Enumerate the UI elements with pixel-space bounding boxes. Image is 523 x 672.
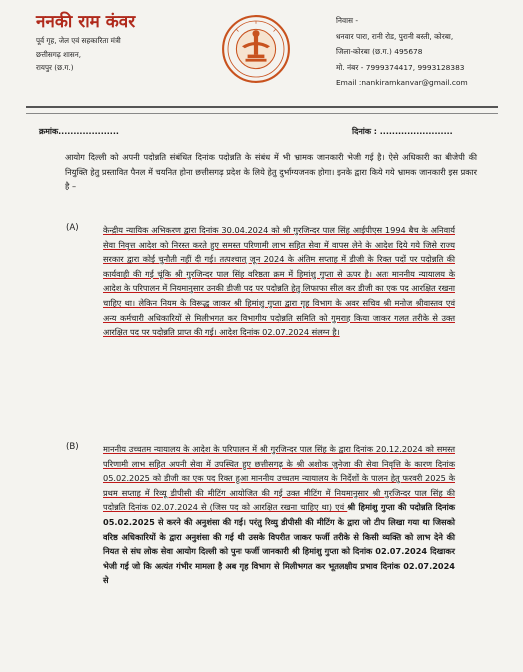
letterhead-right [336, 13, 516, 91]
emblem-seal-icon [221, 14, 291, 84]
designation-line: रायपुर (छ.ग.) [36, 63, 74, 72]
address-line: धनवार पारा, रानी रोड, पुरानी बस्ती, कोरबा, [336, 31, 454, 41]
phone-line: मो. नंबर - 7999374417, 9993128383 [336, 62, 465, 72]
item-text [103, 442, 455, 588]
item-text-regular: माननीय उच्चतम न्यायालय के आदेश के परिपालन में श्री गुरजिन्दर पाल सिंह के द्वारा दिनांक 20.12.2024 को समस्त परिणामी लाभ सहित अपनी सेवा में उपस्थित हुए छत्तीसगढ़ के श्री अशोक जुनेजा की सेवा निवृत्ति के कारण दिनांक 05.02.2025 को डीजी का एक पद रिक्त हुआ माननीय उच्चतम न्यायालय के निर्देशों के पालन हेतु फरवरी 2025 के प्रथम सप्ताह में रिव्यू डीपीसी की मीटिंग आयोजित की गई उक्त मीटिंग में नियमानुसार श्री गुरजिन्दर पाल सिंह की पदोन्नति दिनांक 02.07.2024 से (जिस पद को आरक्षित रखना चाहिए था) एवं [103, 444, 455, 513]
item-paragraph [103, 223, 455, 340]
email-line: Email :nankiramkanvar@gmail.com [336, 78, 468, 87]
intro-text: आयोग दिल्ली को अपनी पदोन्नति संबंधित दिनांक पदोन्नति के संबंध में भी भ्रामक जानकारी भेजी गई है। ऐसे अधिकारी का बीजेपी की नियुक्ति हेतु प्रस्तावित पैनल में चयनित होना छत्तीसगढ़ प्रदेश के लिये हेतु दुर्भाग्यजनक होगा। इनके द्वारा किये गये भ्रामक जानकारी इस प्रकार है – [65, 152, 477, 192]
item-text-bold: श्री हिमांशु गुप्ता की पदोन्नति दिनांक 05.02.2025 से करने की अनुशंसा की गई। परंतु रिव्यु डीपीसी की मीटिंग के द्वारा जो टीप लिखा गया था जिसको वरिष्ठ अधिकारियों के द्वारा अनुशंसा की गई थी उसके विपरीत जाकर फर्जी तरीके से किसी व्यक्ति को लाभ देने की नियत से संघ लोक सेवा आयोग दिल्ली को पुनः फर्जी जानकारी श्री हिमांशु गुप्ता को दिनांक 02.07.2024 दिखाकर भेजी गई जो कि अत्यंत गंभीर मामला है अब गृह विभाग से मिलीभगत कर भूतलक्षीय प्रभाव दिनांक 02.07.2024 से [103, 502, 456, 586]
header-divider [26, 106, 498, 108]
designation-line: पूर्व गृह, जेल एवं सहकारिता मंत्री [36, 36, 121, 45]
item-paragraph [103, 442, 455, 588]
intro-paragraph [65, 150, 477, 194]
item-label: (B) [66, 442, 79, 452]
address-line: जिला-कोरबा (छ.ग.) 495678 [336, 47, 423, 56]
header-divider-thin [26, 113, 498, 114]
letterhead-left [36, 12, 206, 75]
address-line: निवास - [336, 16, 359, 25]
reference-number: क्रमांक.................... [39, 127, 119, 136]
reference-date: दिनांक : ........................ [352, 127, 453, 136]
sender-name: ननकी राम कंवर [36, 12, 136, 32]
item-label: (A) [66, 223, 79, 233]
item-text: केन्द्रीय न्यायिक अभिकरण द्वारा दिनांक 30.04.2024 को श्री गुरजिन्दर पाल सिंह आईपीएस 1994 बैच के अनिवार्य सेवा निवृत्त आदेश को निरस्त करते हुए समस्त परिणामी लाभ सहित सेवा में वापस लेने के आदेश दिये गये जिसे राज्य सरकार द्वारा कोई चुनौती नहीं दी गई। तत्पश्चात् जून 2024 के अंतिम सप्ताह में डीजी के रिक्त पदों पर पदोन्नति की कार्यवाही की गई चूंकि श्री गुरजिन्दर पाल सिंह वरिष्ठता क्रम में हिमांशु गुप्ता से ऊपर है। अतः माननीय न्यायालय के आदेश के परिपालन में नियमानुसार उनकी डीजी पद पर पदोन्नति हेतु लिफाफा सील कर डीजी का एक पद आरक्षित रखना चाहिए था। लेकिन नियम के विरूद्ध जाकर श्री हिमांशु गुप्ता द्वारा गृह विभाग के अवर सचिव श्री मनोज श्रीवास्तव एवं अन्य कर्मचारी अधिकारियों से मिलीभगत कर विभागीय पदोन्नति समिति को गुमराह किया जाकर गलत तरीके से उक्त आरक्षित पद पर पदोन्नति प्राप्त की गई। आदेश दिनांक 02.07.2024 संलग्न है। [103, 225, 455, 338]
designation-line: छत्तीसगढ़ शासन, [36, 49, 81, 59]
